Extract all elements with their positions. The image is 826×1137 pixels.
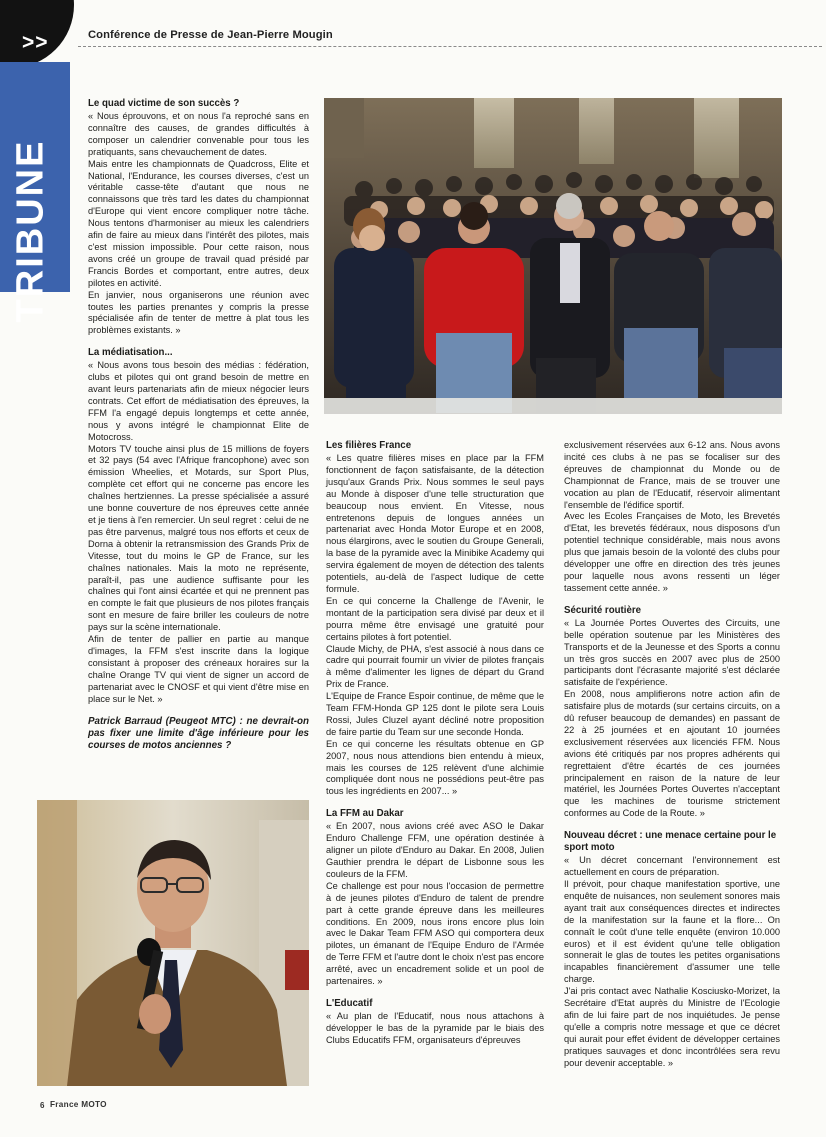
heading-quad: Le quad victime de son succès ? (88, 98, 240, 109)
photo-speaker-with-microphone (37, 800, 309, 1086)
photo-press-conference-audience (324, 98, 782, 414)
paragraph: Il prévoit, pour chaque manifestation sportive, une enquête de nuisances, non seulement sonores mais ayant trait aux conséquences directes et indirectes de la manifestation sur la faune et la flore... On connaît le coût d'une telle enquête (environ 10.000 euros) et il est évident qu'une telle obligation sonnerait le glas de toutes les petites organisations incapables financièrement d'assumer une telle charge. (564, 879, 780, 985)
heading-dakar: La FFM au Dakar (326, 808, 404, 820)
speaker-illustration (37, 800, 309, 1086)
paragraph: « En 2007, nous avions créé avec ASO le Dakar Enduro Challenge FFM, une opération destinée à aligner un pilote d'Enduro au Dakar. En 2008, Julien Gauthier prendra le départ de Lisbonne sous les couleurs de la FFM. (326, 821, 544, 879)
paragraph: L'Equipe de France Espoir continue, de même que le Team FFM-Honda GP 125 dont le pilote sera Louis Rossi, Jules Cluzel ayant décliné notre proposition de faire partie du Team sur une seconde Honda. (326, 691, 544, 737)
paragraph: En janvier, nous organiserons une réunion avec toutes les parties prenantes y compris la presse spécialisée afin de tenter de mettre à plat tous les problèmes existants. » (88, 289, 309, 336)
paragraph: Ce challenge est pour nous l'occasion de permettre à de jeunes pilotes d'Enduro de talent de prendre part à cette grande épreuve dans les meilleures conditions. En 2009, nous irons encore plus loin avec le Dakar Team FFM ASO qui comportera deux pilotes, un émanant de l'Equipe Enduro de l'Armée de Terre FFM et l'autre dont le choix n'est pas encore arrêté, avec un encadrement solide et un pool de partenaires. » (326, 880, 544, 987)
page-header-title: Conférence de Presse de Jean-Pierre Mougin (88, 29, 333, 41)
heading-securite: Sécurité routière (564, 604, 641, 616)
paragraph: J'ai pris contact avec Nathalie Kosciusko-Morizet, la Secrétaire d'Etat auprès du Ministre de l'Ecologie afin de lui faire part de nos inquiétudes. Je pense qu'elle a compris notre message et que ce décret qui aurait pour effet évident de développer certaines pratiques sauvages et donc incontrôlées sera revu pour devenir acceptable. » (564, 986, 780, 1068)
paragraph: « Les quatre filières mises en place par la FFM fonctionnent de façon satisfaisante, de la détection jusqu'aux Grands Prix. Nous sommes le seul pays au Monde à disposer d'une telle structuration que beaucoup nous envient. En Vitesse, nous entretenons depuis de longues années un partenariat avec Honda Motor Europe et en 2008, nous élargirons, avec le soutien du Groupe Generali, la base de la pyramide avec la Minibike Academy qui servira également de moyen de détection des talents potentiels, au-delà de l'aspect ludique de cette formule. (326, 453, 544, 594)
paragraph: En ce qui concerne la Challenge de l'Avenir, le montant de la participation sera divisé par deux et il pourra même être envisagé une gratuité pour certains pilotes à fort potentiel. (326, 595, 544, 642)
heading-decret: Nouveau décret : une menace certaine pour le sport moto (564, 830, 777, 854)
paragraph: Motors TV touche ainsi plus de 15 millions de foyers et 32 pays (54 avec l'Afrique francophone) avec son émission Wheelies, et Motards, sur Sport Plus, complète cet effort qui ne concerne pas encore les chaînes hertziennes. La presse spécialisée a assuré une bonne couverture de nos épreuves cette année et je tiens à l'en remercier. Un seul regret : celui de ne pas être parvenus, malgré tous nos efforts et ceux de Dorna à obtenir la retransmission des Grands Prix de Vitesse, tout du moins le GP de France, sur les chaînes nationales. Mais la moto ne représente, paraît-il, pas une audience suffisante pour les chaînes qui l'ont ainsi écartée et qui ne prennent pas en compte le fait que plusieurs de nos pilotes français sont en mesure de faire briller les couleurs de notre pays sur la scène internationale. (88, 443, 309, 633)
page-number: 6 (40, 1101, 45, 1110)
paragraph: « La Journée Portes Ouvertes des Circuits, une belle opération soutenue par les Ministères des Transports et de la Jeunesse et des Sports a connu un très gros succès en 2007 avec plus de 2500 participants dont l'écrasante majorité s'est déclarée satisfaite de l'expérience. (564, 617, 780, 688)
question-barraud: Patrick Barraud (Peugeot MTC) : ne devrait-on pas fixer une limite d'âge inférieure pour les courses de motos anciennes ? (88, 715, 309, 751)
paragraph: En 2008, nous amplifierons notre action afin de satisfaire plus de motards (sur certains circuits, on a dû refuser beaucoup de demandes) en passant de 22 à 25 journées et en ajoutant 10 journées exclusivement réservées aux licenciés FFM. Nous avions été critiqués par nos propres adhérents qui regrettaient d'être écartés de ces journées principalement en raison de la nature de leur matériel, les Journées Portes Ouvertes n'acceptant que les machines de tourisme strictement conformes au Code de la Route. » (564, 689, 780, 819)
section-bar (0, 62, 70, 323)
paragraph: « Un décret concernant l'environnement est actuellement en cours de préparation. (564, 855, 780, 878)
column-right (564, 440, 780, 1070)
header-divider (78, 46, 822, 47)
paragraph: Mais entre les championnats de Quadcross, Elite et National, l'Endurance, les courses diverses, c'est un véritable casse-tête d'autant que nous ne connaissons que très tard les dates du championnat d'Europe qui vient encore compliquer notre tâche. Nous tentons d'harmoniser au mieux les calendriers afin de faire au mieux dans l'intérêt des pilotes, mais c'est mission impossible. Pour cette raison, nous avons créé un groupe de travail quad présidé par Francis Bordes et comportant, entre autres, deux pilotes en activité. (88, 158, 309, 288)
paragraph: « Nous avons tous besoin des médias : fédération, clubs et pilotes qui ont grand besoin de mettre en avant leurs partenariats afin de mieux négocier leurs contrats. Cet effort de médiatisation des épreuves, la FFM l'a engagé depuis longtemps et cette année, nous y avons intégré le championnat Elite de Motocross. (88, 360, 309, 442)
paragraph: exclusivement réservées aux 6-12 ans. Nous avons incité ces clubs à ne pas se focaliser sur des épreuves de championnat du Monde ou de Championnat de France, mais de se trouver une vocation au plan de l'Educatif, réservoir alimentant l'ensemble de l'édifice sportif. (564, 440, 780, 510)
column-left (88, 98, 309, 752)
chevron-right-icon: >> (22, 31, 49, 54)
paragraph: « Au plan de l'Educatif, nous nous attachons à développer le bas de la pyramide par le biais des Clubs Educatifs FFM, organisateurs d'épreuves (326, 1010, 544, 1045)
paragraph: Afin de tenter de pallier en partie au manque d'images, la FFM s'est inscrite dans la logique consistant à proposer des créneaux horaires sur la chaîne Orange TV qui vient de signer un accord de partenariat avec le CNOSF et qui vient d'être mise en place sur le Net. » (88, 634, 309, 704)
heading-educatif: L'Educatif (326, 997, 373, 1009)
paragraph: « Nous éprouvons, et on nous l'a reproché sans en connaître des causes, de grandes difficultés à composer un calendrier convenable pour tous les pratiquants, sans chevauchement de dates. (88, 111, 309, 157)
column-middle (326, 440, 544, 1047)
paragraph: En ce qui concerne les résultats obtenue en GP 2007, nous nous attendions bien entendu à mieux, mais les courses de 125 relèvent d'une alchimie compliquée dont nous ne possédions peut-être pas tous les ingrédients en 2007... » (326, 738, 544, 797)
magazine-name: France MOTO (50, 1100, 107, 1109)
heading-mediatisation: La médiatisation... (88, 347, 173, 359)
paragraph: Avec les Ecoles Françaises de Moto, les Brevetés d'Etat, les brevetés fédéraux, nous disposons d'un potentiel technique considérable, mais nous avons plus que jamais besoin de la volonté des clubs pour développer une offre en direction des très jeunes pour laquelle nous avons ressenti un léger tassement cette année. » (564, 511, 780, 593)
paragraph: Claude Michy, de PHA, s'est associé à nous dans ce cadre qui pourrait fournir un vivier de pilotes français à même d'alimenter les lignes de départ du Grand Prix de France. (326, 643, 544, 690)
section-label: TRIBUNE (9, 139, 52, 323)
heading-filieres: Les filières France (326, 440, 412, 451)
audience-illustration (324, 98, 782, 414)
